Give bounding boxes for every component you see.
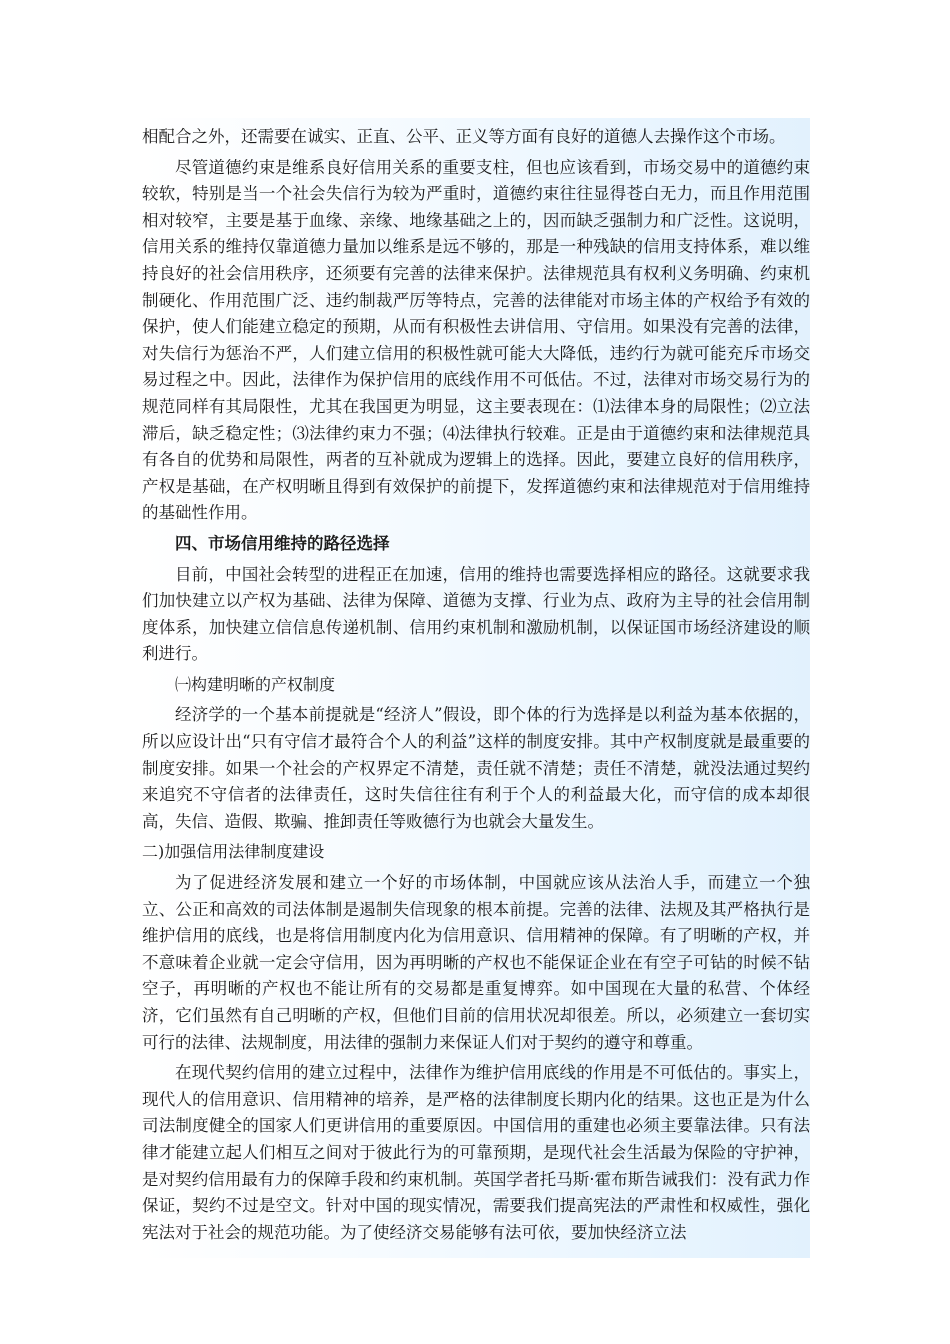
- section-heading-path-selection: 四、市场信用维持的路径选择: [175, 533, 390, 553]
- paragraph-property-rights: 经济学的一个基本前提就是“经济人”假设，即个体的行为选择是以利益为基本依据的，所以应设计出“只有守信才最符合个人的利益”这样的制度安排。其中产权制度就是最重要的制度安排。如果一个社会的产权界定不清楚，责任就不清楚；责任不清楚，就没法通过契约来追究不守信者的法律责任，这时失信往往有利于个人的利益最大化，而守信的成本却很高，失信、造假、欺骗、推卸责任等败德行为也就会大量发生。: [142, 705, 810, 831]
- subheading-credit-law: 二)加强信用法律制度建设: [142, 842, 325, 862]
- paragraph-path-intro: 目前，中国社会转型的进程正在加速，信用的维持也需要选择相应的路径。这就要求我们加快建立以产权为基础、法律为保障、道德为支撑、行业为点、政府为主导的社会信用制度体系，加快建立信信息传递机制、信用约束机制和激励机制，以保证国市场经济建设的顺利进行。: [142, 564, 810, 664]
- paragraph-credit-law: 为了促进经济发展和建立一个好的市场体制，中国就应该从法治人手，而建立一个独立、公正和高效的司法体制是遏制失信现象的根本前提。完善的法律、法规及其严格执行是维护信用的底线，也是将信用制度内化为信用意识、信用精神的保障。有了明晰的产权，并不意味着企业就一定会守信用，因为再明晰的产权也不能保证企业在有空子可钻的时候不钻空子，再明晰的产权也不能让所有的交易都是重复博弈。如中国现在大量的私营、个体经济，它们虽然有自己明晰的产权，但他们目前的信用状况却很差。所以，必须建立一套切实可行的法律、法规制度，用法律的强制力来保证人们对于契约的遵守和尊重。: [142, 873, 810, 1052]
- paragraph-modern-contract-credit: 在现代契约信用的建立过程中，法律作为维护信用底线的作用是不可低估的。事实上，现代人的信用意识、信用精神的培养，是严格的法律制度长期内化的结果。这也正是为什么司法制度健全的国家人们更讲信用的重要原因。中国信用的重建也必须主要靠法律。只有法律才能建立起人们相互之间对于彼此行为的可靠预期，是现代社会生活最为保险的守护神，是对契约信用最有力的保障手段和约束机制。英国学者托马斯·霍布斯告诫我们：没有武力作保证，契约不过是空文。针对中国的现实情况，需要我们提高宪法的严肃性和权威性，强化宪法对于社会的规范功能。为了使经济交易能够有法可依，要加快经济立法: [142, 1063, 810, 1242]
- document-body: [142, 118, 810, 1258]
- paragraph-continuation: 相配合之外，还需要在诚实、正直、公平、正义等方面有良好的道德人去操作这个市场。: [142, 127, 786, 146]
- paragraph-moral-and-legal-constraints: 尽管道德约束是维系良好信用关系的重要支柱，但也应该看到，市场交易中的道德约束较软，特别是当一个社会失信行为较为严重时，道德约束往往显得苍白无力，而且作用范围相对较窄，主要是基于血缘、亲缘、地缘基础之上的，因而缺乏强制力和广泛性。这说明，信用关系的维持仅靠道德力量加以维系是远不够的，那是一种残缺的信用支持体系，难以维持良好的社会信用秩序，还须要有完善的法律来保护。法律规范具有权利义务明确、约束机制硬化、作用范围广泛、违约制裁严厉等特点，完善的法律能对市场主体的产权给予有效的保护，使人们能建立稳定的预期，从而有积极性去讲信用、守信用。如果没有完善的法律，对失信行为惩治不严，人们建立信用的积极性就可能大大降低，违约行为就可能充斥市场交易过程之中。因此，法律作为保护信用的底线作用不可低估。不过，法律对市场交易行为的规范同样有其局限性，尤其在我国更为明显，这主要表现在：⑴法律本身的局限性；⑵立法滞后，缺乏稳定性；⑶法律约束力不强；⑷法律执行较难。正是由于道德约束和法律规范具有各自的优势和局限性，两者的互补就成为逻辑上的选择。因此，要建立良好的信用秩序，产权是基础，在产权明晰且得到有效保护的前提下，发挥道德约束和法律规范对于信用维持的基础性作用。: [142, 157, 810, 523]
- subheading-property-rights: ㈠构建明晰的产权制度: [175, 674, 336, 694]
